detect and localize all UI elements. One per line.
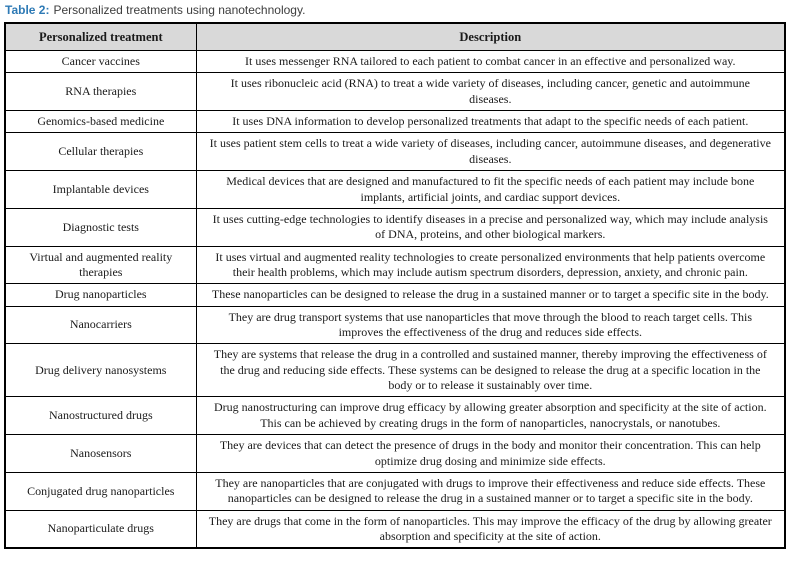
description-cell: These nanoparticles can be designed to release the drug in a sustained manner or to target a specific site in the body. [196,284,785,306]
description-cell: They are systems that release the drug in a controlled and sustained manner, thereby improving the effectiveness of the drug and reducing side effects. These systems can be designed to release the drug at a specific location in the body or to release it sustainably over time. [196,344,785,397]
table-caption [5,3,786,17]
header-personalized-treatment: Personalized treatment [5,23,196,51]
description-cell: They are devices that can detect the presence of drugs in the body and monitor their concentration. This can help optimize drug dosing and minimize side effects. [196,435,785,473]
treatment-cell: Nanostructured drugs [5,397,196,435]
description-cell: Drug nanostructuring can improve drug efficacy by allowing greater absorption and specificity at the site of action. This can be achieved by creating drugs in the form of nanoparticles, nanocrystals, or nanotubes. [196,397,785,435]
table-row [5,208,785,246]
table-row [5,306,785,344]
treatment-cell: Drug nanoparticles [5,284,196,306]
table-row [5,51,785,73]
table-body [5,51,785,549]
treatment-cell: Diagnostic tests [5,208,196,246]
table-row [5,344,785,397]
description-cell: It uses patient stem cells to treat a wide variety of diseases, including cancer, autoimmune diseases, and degenerative diseases. [196,133,785,171]
description-cell: It uses cutting-edge technologies to identify diseases in a precise and personalized way, which may include analysis of DNA, proteins, and other biological markers. [196,208,785,246]
treatment-cell: Genomics-based medicine [5,111,196,133]
treatment-cell: Nanocarriers [5,306,196,344]
table-row [5,111,785,133]
treatment-cell: Drug delivery nanosystems [5,344,196,397]
table-row [5,510,785,548]
description-cell: It uses ribonucleic acid (RNA) to treat a wide variety of diseases, including cancer, genetic and autoimmune diseases. [196,73,785,111]
table-caption-label: Table 2: [5,3,50,17]
table-row [5,397,785,435]
table-row [5,133,785,171]
description-cell: It uses DNA information to develop personalized treatments that adapt to the specific needs of each patient. [196,111,785,133]
treatment-cell: Implantable devices [5,171,196,209]
treatment-cell: Cancer vaccines [5,51,196,73]
table-row [5,171,785,209]
table-row [5,73,785,111]
table-caption-text: Personalized treatments using nanotechnology. [53,3,306,17]
description-cell: It uses virtual and augmented reality technologies to create personalized environments that help patients overcome their health problems, which may include autism spectrum disorders, depression, anxiety, and chronic pain. [196,246,785,284]
table-row [5,246,785,284]
description-cell: They are drugs that come in the form of nanoparticles. This may improve the efficacy of the drug by allowing greater absorption and specificity at the site of action. [196,510,785,548]
table-row [5,472,785,510]
table-row [5,284,785,306]
description-cell: They are drug transport systems that use nanoparticles that move through the blood to reach target cells. This improves the effectiveness of the drug and reduces side effects. [196,306,785,344]
treatments-table [4,22,786,549]
description-cell: It uses messenger RNA tailored to each patient to combat cancer in an effective and personalized way. [196,51,785,73]
table-header-row [5,23,785,51]
description-cell: They are nanoparticles that are conjugated with drugs to improve their effectiveness and reduce side effects. These nanoparticles can be designed to release the drug in a sustained manner or to target a specific site in the body. [196,472,785,510]
treatment-cell: Nanoparticulate drugs [5,510,196,548]
treatment-cell: Virtual and augmented reality therapies [5,246,196,284]
header-description: Description [196,23,785,51]
description-cell: Medical devices that are designed and manufactured to fit the specific needs of each patient may include bone implants, artificial joints, and cardiac support devices. [196,171,785,209]
treatment-cell: Nanosensors [5,435,196,473]
treatment-cell: Cellular therapies [5,133,196,171]
treatment-cell: Conjugated drug nanoparticles [5,472,196,510]
table-row [5,435,785,473]
treatment-cell: RNA therapies [5,73,196,111]
